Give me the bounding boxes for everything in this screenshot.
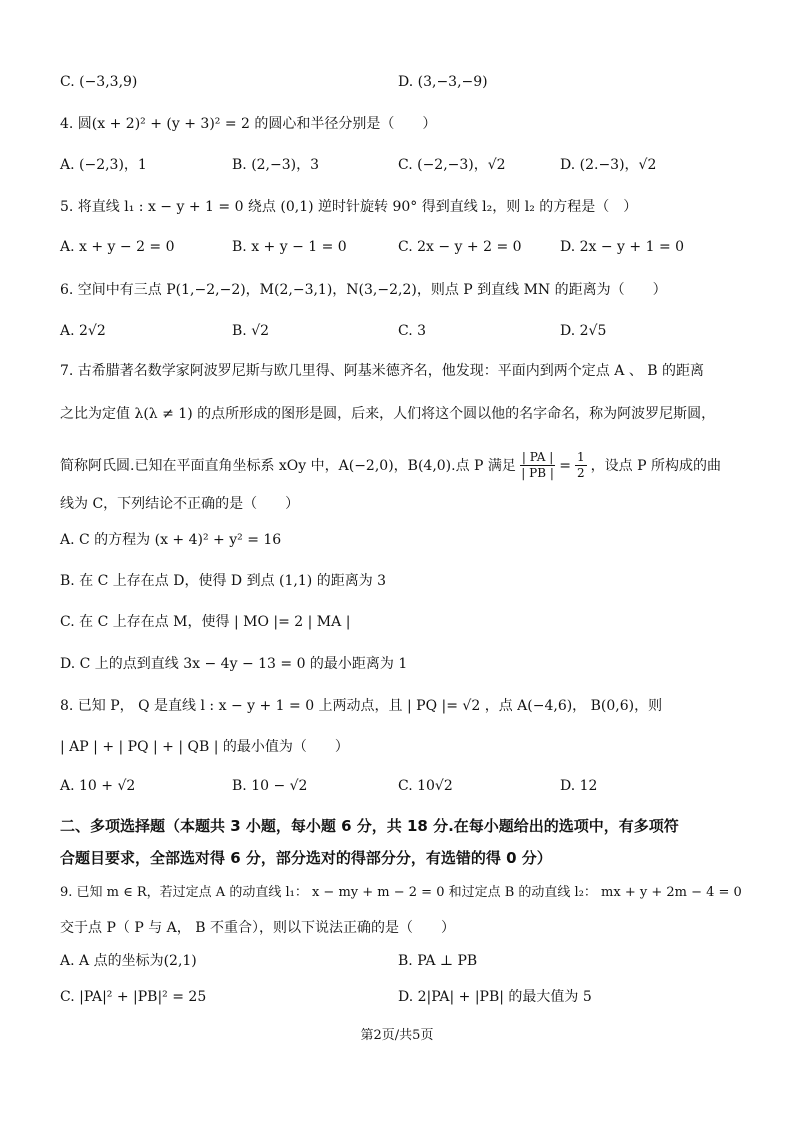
- q7-fraction-numerator: | PA |: [521, 450, 554, 464]
- q6-option-d: D. 2√5: [560, 323, 607, 339]
- q8-option-b: B. 10 − √2: [232, 778, 308, 794]
- q4-option-d: D. (2.−3)，√2: [560, 157, 657, 173]
- q4-option-c: C. (−2,−3)，√2: [398, 157, 506, 173]
- q7-fraction-denominator: | PB |: [521, 466, 554, 480]
- q7-ratio-fraction: [520, 450, 555, 481]
- q5-stem: 5. 将直线 l₁ : x − y + 1 = 0 绕点 (0,1) 逆时针旋转 90° 得到直线 l₂，则 l₂ 的方程是（ ）: [60, 199, 638, 215]
- q4-option-b: B. (2,−3)，3: [232, 157, 320, 173]
- q7-half-denominator: 2: [577, 466, 585, 480]
- q7-option-b: B. 在 C 上存在点 D，使得 D 到点 (1,1) 的距离为 3: [60, 573, 387, 589]
- q3-option-c: C. (−3,3,9): [60, 74, 138, 90]
- q6-option-c: C. 3: [398, 323, 427, 339]
- q8-line-1: 8. 已知 P， Q 是直线 l : x − y + 1 = 0 上两动点，且 | PQ |= √2 ，点 A(−4,6)， B(0,6)，则: [60, 698, 663, 714]
- q8-option-d: D. 12: [560, 778, 598, 794]
- q7-line-1: 7. 古希腊著名数学家阿波罗尼斯与欧几里得、阿基米德齐名，他发现：平面内到两个定点 A 、 B 的距离: [60, 363, 705, 379]
- q6-option-b: B. √2: [232, 323, 270, 339]
- section-2-heading-line-1: 二、多项选择题（本题共 3 小题，每小题 6 分，共 18 分.在每小题给出的选项中，有多项符: [60, 817, 679, 835]
- q9-line-2: 交于点 P（ P 与 A， B 不重合），则以下说法正确的是（ ）: [60, 920, 455, 936]
- q7-option-a: A. C 的方程为 (x + 4)² + y² = 16: [60, 532, 282, 548]
- q9-option-c: C. |PA|² + |PB|² = 25: [60, 989, 207, 1005]
- q4-option-a: A. (−2,3)，1: [60, 157, 147, 173]
- q7-half-fraction: [575, 450, 587, 481]
- q4-stem: 4. 圆(x + 2)² + (y + 3)² = 2 的圆心和半径分别是（ ）: [60, 116, 437, 132]
- q9-option-a: A. A 点的坐标为(2,1): [60, 953, 197, 969]
- q8-option-c: C. 10√2: [398, 778, 453, 794]
- q9-option-b: B. PA ⊥ PB: [398, 953, 478, 969]
- q5-option-c: C. 2x − y + 2 = 0: [398, 239, 522, 255]
- q6-stem: 6. 空间中有三点 P(1,−2,−2)，M(2,−3,1)，N(3,−2,2)，则点 P 到直线 MN 的距离为（ ）: [60, 282, 667, 298]
- q7-option-d: D. C 上的点到直线 3x − 4y − 13 = 0 的最小距离为 1: [60, 656, 408, 672]
- q5-option-a: A. x + y − 2 = 0: [60, 239, 175, 255]
- q5-option-b: B. x + y − 1 = 0: [232, 239, 347, 255]
- q7-equals: =: [559, 457, 572, 474]
- q7-line-3: [60, 450, 721, 481]
- q7-line-4: 线为 C，下列结论不正确的是（ ）: [60, 496, 300, 512]
- q7-half-numerator: 1: [577, 450, 585, 464]
- q9-option-d: D. 2|PA| + |PB| 的最大值为 5: [398, 989, 592, 1005]
- q8-line-2: | AP | + | PQ | + | QB | 的最小值为（ ）: [60, 739, 349, 755]
- q7-line-3-text: 简称阿氏圆.已知在平面直角坐标系 xOy 中，A(−2,0)，B(4,0).点 P 满足: [60, 457, 516, 474]
- q7-line-2: 之比为定值 λ(λ ≠ 1) 的点所形成的图形是圆，后来，人们将这个圆以他的名字命名，称为阿波罗尼斯圆，: [60, 406, 716, 422]
- q9-line-1: 9. 已知 m ∈ R，若过定点 A 的动直线 l₁： x − my + m − 2 = 0 和过定点 B 的动直线 l₂： mx + y + 2m − 4 = 0: [60, 885, 742, 900]
- q6-option-a: A. 2√2: [60, 323, 106, 339]
- q5-option-d: D. 2x − y + 1 = 0: [560, 239, 685, 255]
- q3-option-d: D. (3,−3,−9): [398, 74, 488, 90]
- page-footer: 第2页/共5页: [360, 1028, 434, 1043]
- q7-line-3-tail: ，设点 P 所构成的曲: [590, 457, 721, 474]
- q7-option-c: C. 在 C 上存在点 M，使得 | MO |= 2 | MA |: [60, 614, 351, 630]
- q8-option-a: A. 10 + √2: [60, 778, 136, 794]
- section-2-heading-line-2: 合题目要求，全部选对得 6 分，部分选对的得部分分，有选错的得 0 分）: [60, 849, 552, 867]
